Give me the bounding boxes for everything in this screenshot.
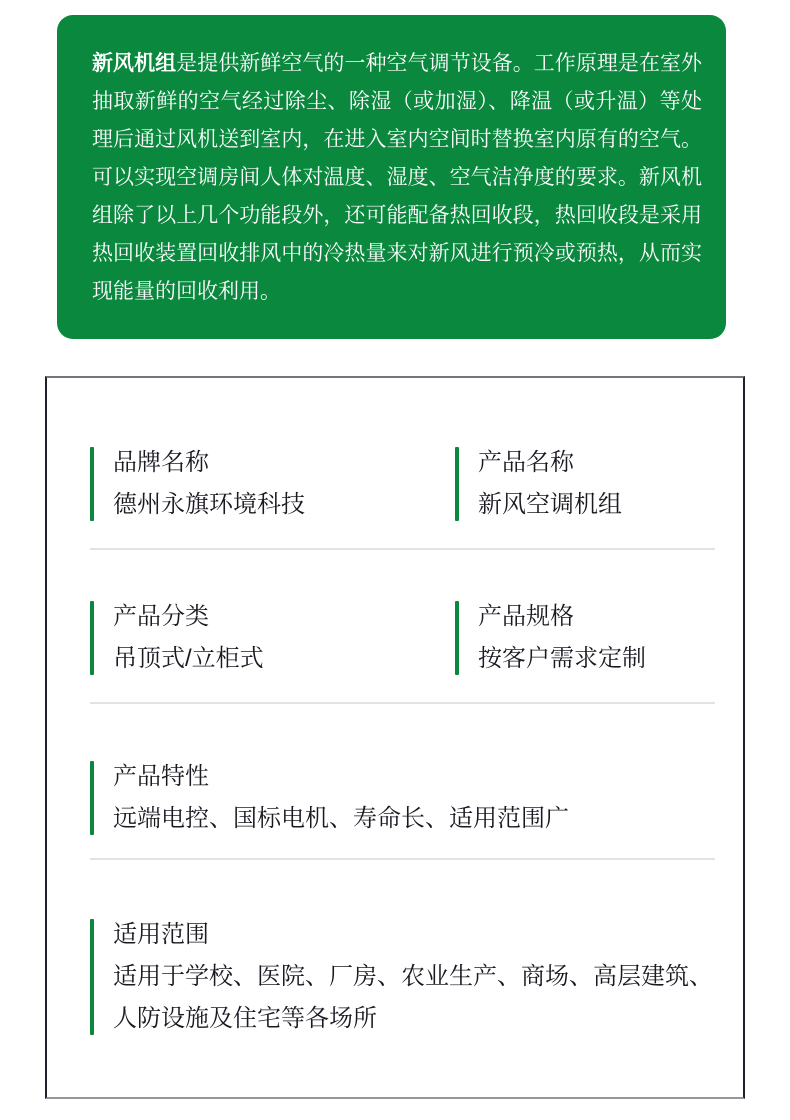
spec-row-4	[47, 860, 743, 1062]
field-brand-value: 德州永旗环境科技	[113, 491, 305, 518]
intro-lead-text: 新风机组	[92, 52, 177, 75]
field-product-name	[455, 442, 715, 526]
field-features	[90, 756, 715, 840]
field-features-value: 远端电控、国标电机、寿命长、适用范围广	[113, 805, 569, 832]
field-scope-value: 适用于学校、医院、厂房、农业生产、商场、高层建筑、人防设施及住宅等各场所	[113, 963, 713, 1032]
field-features-label: 产品特性	[113, 763, 209, 790]
intro-paragraph	[92, 45, 702, 311]
intro-panel	[57, 15, 726, 339]
field-product-name-label: 产品名称	[478, 449, 574, 476]
field-spec-value: 按客户需求定制	[478, 645, 646, 672]
field-brand-label: 品牌名称	[113, 449, 209, 476]
field-scope	[90, 914, 715, 1040]
field-category	[90, 596, 455, 680]
field-product-name-value: 新风空调机组	[478, 491, 622, 518]
field-brand	[90, 442, 455, 526]
field-category-label: 产品分类	[113, 603, 209, 630]
spec-row-2	[47, 550, 743, 702]
field-scope-label: 适用范围	[113, 921, 209, 948]
intro-body-text: 是提供新鲜空气的一种空气调节设备。工作原理是在室外抽取新鲜的空气经过除尘、除湿（或加湿）、降温（或升温）等处理后通过风机送到室内，在进入室内空间时替换室内原有的空气。可以实现空调房间人体对温度、湿度、空气洁净度的要求。新风机组除了以上几个功能段外，还可能配备热回收段，热回收段是采用热回收装置回收排风中的冷热量来对新风进行预冷或预热，从而实现能量的回收利用。	[92, 52, 703, 303]
field-spec-label: 产品规格	[478, 603, 574, 630]
spec-row-1	[47, 378, 743, 548]
field-spec	[455, 596, 715, 680]
product-info-card	[45, 376, 745, 1099]
spec-row-3	[47, 704, 743, 858]
field-category-value: 吊顶式/立柜式	[113, 645, 264, 672]
